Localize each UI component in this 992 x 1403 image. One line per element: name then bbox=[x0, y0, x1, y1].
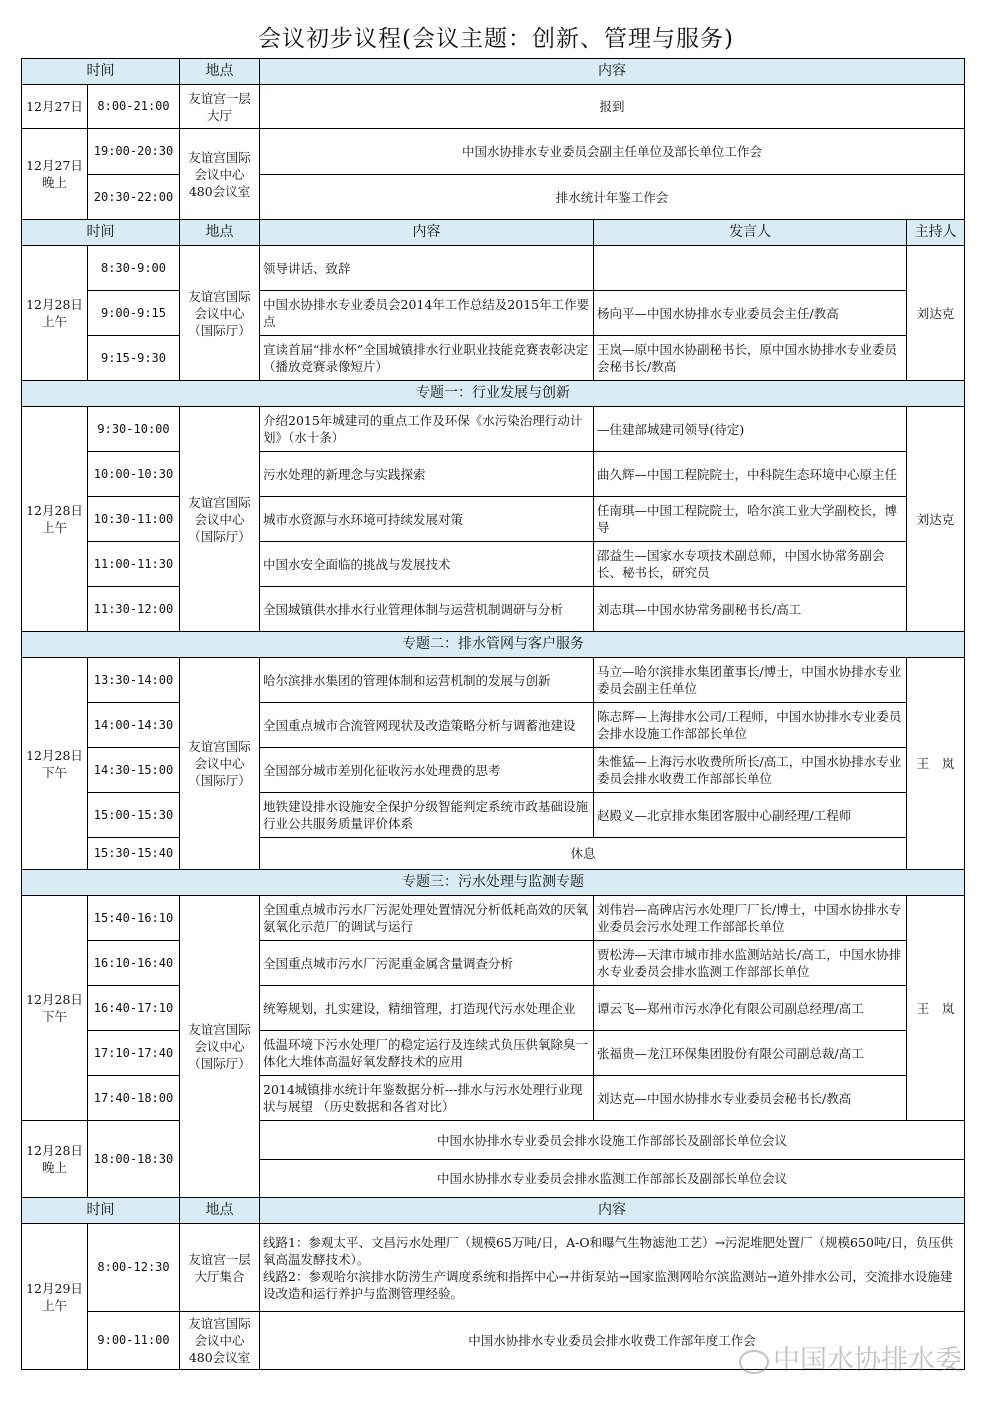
table-row bbox=[22, 896, 965, 941]
time-cell: 10:30-11:00 bbox=[88, 497, 180, 542]
header-place: 地点 bbox=[180, 1198, 260, 1224]
time-cell: 17:40-18:00 bbox=[88, 1076, 180, 1121]
header-speaker: 发言人 bbox=[594, 220, 907, 246]
speaker-cell: 陈志辉—上海排水公司/工程师，中国水协排水专业委员会排水设施工作部部长单位 bbox=[594, 703, 907, 748]
header-place: 地点 bbox=[180, 59, 260, 85]
table-row bbox=[22, 497, 965, 542]
content-cell: 中国水协排水专业委员会排水设施工作部部长及副部长单位会议 bbox=[260, 1121, 965, 1160]
content-cell: 介绍2015年城建司的重点工作及环保《水污染治理行动计划》（水十条） bbox=[260, 407, 594, 452]
time-cell: 20:30-22:00 bbox=[88, 175, 180, 220]
table-row bbox=[22, 1224, 965, 1312]
speaker-cell: 朱惟猛—上海污水收费所所长/高工，中国水协排水专业委员会排水收费工作部部长单位 bbox=[594, 748, 907, 793]
table-row bbox=[22, 336, 965, 381]
host-cell: 刘达克 bbox=[907, 407, 965, 632]
speaker-cell bbox=[594, 246, 907, 291]
date-cell: 12月28日晚上 bbox=[22, 1121, 88, 1198]
watermark-text: 中国水协排水委 bbox=[773, 1345, 962, 1376]
table-row bbox=[22, 246, 965, 291]
table-row bbox=[22, 129, 965, 175]
date-cell: 12月29日上午 bbox=[22, 1224, 88, 1370]
header-content: 内容 bbox=[260, 59, 965, 85]
place-cell: 友谊宫国际会议中心（国际厅） bbox=[180, 246, 260, 381]
page-title: 会议初步议程(会议主题：创新、管理与服务) bbox=[258, 26, 734, 52]
table-row bbox=[22, 658, 965, 703]
table-row bbox=[22, 1076, 965, 1121]
speaker-cell: 马立—哈尔滨排水集团董事长/博士，中国水协排水专业委员会副主任单位 bbox=[594, 658, 907, 703]
time-cell: 8:00-21:00 bbox=[88, 85, 180, 129]
header-content: 内容 bbox=[260, 1198, 965, 1224]
table-row bbox=[22, 407, 965, 452]
date-cell: 12月28日下午 bbox=[22, 658, 88, 870]
speaker-cell: 任南琪—中国工程院院士，哈尔滨工业大学副校长，博导 bbox=[594, 497, 907, 542]
content-cell: 全国城镇供水排水行业管理体制与运营机制调研与分析 bbox=[260, 587, 594, 632]
header-time: 时间 bbox=[22, 220, 180, 246]
time-cell: 9:15-9:30 bbox=[88, 336, 180, 381]
place-cell: 友谊宫国际会议中心480会议室 bbox=[180, 1312, 260, 1370]
speaker-cell: 贾松涛—天津市城市排水监测站站长/高工，中国水协排水专业委员会排水监测工作部部长单位 bbox=[594, 941, 907, 986]
table-row bbox=[22, 838, 965, 870]
date-cell: 12月28日上午 bbox=[22, 407, 88, 632]
place-cell: 友谊宫国际会议中心480会议室 bbox=[180, 129, 260, 220]
host-cell: 王 岚 bbox=[907, 896, 965, 1121]
time-cell: 19:00-20:30 bbox=[88, 129, 180, 175]
content-cell: 中国水协排水专业委员会排水监测工作部部长及副部长单位会议 bbox=[260, 1160, 965, 1198]
table-row bbox=[22, 1031, 965, 1076]
content-cell: 中国水协排水专业委员会排水收费工作部年度工作会 bbox=[260, 1312, 965, 1370]
time-cell: 10:00-10:30 bbox=[88, 452, 180, 497]
content-cell: 全国重点城市污水厂污泥重金属含量调查分析 bbox=[260, 941, 594, 986]
wechat-icon bbox=[739, 1350, 769, 1374]
time-cell: 14:30-15:00 bbox=[88, 748, 180, 793]
break-cell: 休息 bbox=[260, 838, 907, 870]
content-cell: 哈尔滨排水集团的管理体制和运营机制的发展与创新 bbox=[260, 658, 594, 703]
speaker-cell: 曲久辉—中国工程院院士，中科院生态环境中心原主任 bbox=[594, 452, 907, 497]
route-1: 线路1：参观太平、文昌污水处理厂（规模65万吨/日，A-O和曝气生物滤池工艺）→污泥堆肥处置厂（规模650吨/日，负压供氧高温发酵技术）。 bbox=[263, 1234, 954, 1267]
content-cell: 排水统计年鉴工作会 bbox=[260, 175, 965, 220]
route-2: 线路2：参观哈尔滨排水防涝生产调度系统和指挥中心→井街泵站→国家监测网哈尔滨监测站→道外排水公司，交流排水设施建设改造和运行养护与监测管理经验。 bbox=[263, 1268, 953, 1301]
date-cell: 12月27日晚上 bbox=[22, 129, 88, 220]
watermark bbox=[739, 1338, 962, 1377]
content-cell: 2014城镇排水统计年鉴数据分析---排水与污水处理行业现状与展望 （历史数据和各省对比） bbox=[260, 1076, 594, 1121]
speaker-cell: 邵益生—国家水专项技术副总师，中国水协常务副会长、秘书长，研究员 bbox=[594, 542, 907, 587]
time-cell: 16:10-16:40 bbox=[88, 941, 180, 986]
speaker-cell: 赵殿义—北京排水集团客服中心副经理/工程师 bbox=[594, 793, 907, 838]
header-host: 主持人 bbox=[907, 220, 965, 246]
host-cell: 王 岚 bbox=[907, 658, 965, 870]
table-row bbox=[22, 542, 965, 587]
speaker-cell: 张福贵—龙江环保集团股份有限公司副总裁/高工 bbox=[594, 1031, 907, 1076]
table-row bbox=[22, 703, 965, 748]
time-cell: 9:00-11:00 bbox=[88, 1312, 180, 1370]
time-cell: 11:30-12:00 bbox=[88, 587, 180, 632]
header-time: 时间 bbox=[22, 1198, 180, 1224]
section-title: 专题二：排水管网与客户服务 bbox=[22, 632, 965, 658]
date-cell: 12月27日 bbox=[22, 85, 88, 129]
table-row bbox=[22, 85, 965, 129]
speaker-cell: 刘伟岩—高碑店污水处理厂厂长/博士，中国水协排水专业委员会污水处理工作部部长单位 bbox=[594, 896, 907, 941]
speaker-cell: —住建部城建司领导(待定) bbox=[594, 407, 907, 452]
content-cell: 全国重点城市合流管网现状及改造策略分析与调蓄池建设 bbox=[260, 703, 594, 748]
content-cell: 全国重点城市污水厂污泥处理处置情况分析低耗高效的厌氧氨氧化示范厂的调试与运行 bbox=[260, 896, 594, 941]
host-cell: 刘达克 bbox=[907, 246, 965, 381]
header-content: 内容 bbox=[260, 220, 594, 246]
header-row bbox=[22, 220, 965, 246]
time-cell: 13:30-14:00 bbox=[88, 658, 180, 703]
time-cell: 14:00-14:30 bbox=[88, 703, 180, 748]
content-cell: 中国水安全面临的挑战与发展技术 bbox=[260, 542, 594, 587]
content-cell: 中国水协排水专业委员会2014年工作总结及2015年工作要点 bbox=[260, 291, 594, 336]
content-cell: 地铁建设排水设施安全保护分级智能判定系统市政基础设施行业公共服务质量评价体系 bbox=[260, 793, 594, 838]
speaker-cell: 谭云飞—郑州市污水净化有限公司副总经理/高工 bbox=[594, 986, 907, 1031]
place-cell: 友谊宫国际会议中心（国际厅） bbox=[180, 407, 260, 632]
header-row bbox=[22, 1198, 965, 1224]
table-row bbox=[22, 986, 965, 1031]
time-cell: 9:30-10:00 bbox=[88, 407, 180, 452]
table-row bbox=[22, 587, 965, 632]
section-title: 专题三：污水处理与监测专题 bbox=[22, 870, 965, 896]
content-cell: 城市水资源与水环境可持续发展对策 bbox=[260, 497, 594, 542]
table-row bbox=[22, 793, 965, 838]
date-cell: 12月28日下午 bbox=[22, 896, 88, 1121]
content-cell: 中国水协排水专业委员会副主任单位及部长单位工作会 bbox=[260, 129, 965, 175]
section-row bbox=[22, 381, 965, 407]
content-cell: 领导讲话、致辞 bbox=[260, 246, 594, 291]
table-row bbox=[22, 748, 965, 793]
speaker-cell: 杨向平—中国水协排水专业委员会主任/教高 bbox=[594, 291, 907, 336]
table-row bbox=[22, 452, 965, 497]
section-row bbox=[22, 632, 965, 658]
speaker-cell: 王岚—原中国水协副秘书长，原中国水协排水专业委员会秘书长/教高 bbox=[594, 336, 907, 381]
place-cell: 友谊宫一层大厅集合 bbox=[180, 1224, 260, 1312]
section-row bbox=[22, 870, 965, 896]
table-row bbox=[22, 175, 965, 220]
date-cell: 12月28日上午 bbox=[22, 246, 88, 381]
header-row bbox=[22, 59, 965, 85]
content-cell: 全国部分城市差别化征收污水处理费的思考 bbox=[260, 748, 594, 793]
place-cell: 友谊宫一层大厅 bbox=[180, 85, 260, 129]
content-cell: 报到 bbox=[260, 85, 965, 129]
time-cell: 17:10-17:40 bbox=[88, 1031, 180, 1076]
content-cell: 低温环境下污水处理厂的稳定运行及连续式负压供氧除臭一体化大堆体高温好氧发酵技术的应用 bbox=[260, 1031, 594, 1076]
content-cell: 统筹规划，扎实建设，精细管理，打造现代污水处理企业 bbox=[260, 986, 594, 1031]
speaker-cell: 刘志琪—中国水协常务副秘书长/高工 bbox=[594, 587, 907, 632]
time-cell: 8:00-12:30 bbox=[88, 1224, 180, 1312]
time-cell: 15:00-15:30 bbox=[88, 793, 180, 838]
content-cell: 宣读首届“排水杯”全国城镇排水行业职业技能竞赛表彰决定（播放竞赛录像短片） bbox=[260, 336, 594, 381]
place-cell: 友谊宫国际会议中心（国际厅） bbox=[180, 658, 260, 870]
time-cell: 15:40-16:10 bbox=[88, 896, 180, 941]
section-title: 专题一：行业发展与创新 bbox=[22, 381, 965, 407]
time-cell: 9:00-9:15 bbox=[88, 291, 180, 336]
time-cell: 15:30-15:40 bbox=[88, 838, 180, 870]
time-cell: 16:40-17:10 bbox=[88, 986, 180, 1031]
table-row bbox=[22, 1121, 965, 1160]
agenda-table bbox=[21, 58, 965, 1370]
header-place: 地点 bbox=[180, 220, 260, 246]
time-cell: 18:00-18:30 bbox=[88, 1121, 180, 1198]
place-cell: 友谊宫国际会议中心（国际厅） bbox=[180, 896, 260, 1198]
header-time: 时间 bbox=[22, 59, 180, 85]
table-row bbox=[22, 941, 965, 986]
table-row bbox=[22, 291, 965, 336]
speaker-cell: 刘达克—中国水协排水专业委员会秘书长/教高 bbox=[594, 1076, 907, 1121]
content-cell: 污水处理的新理念与实践探索 bbox=[260, 452, 594, 497]
time-cell: 11:00-11:30 bbox=[88, 542, 180, 587]
time-cell: 8:30-9:00 bbox=[88, 246, 180, 291]
content-cell bbox=[260, 1224, 965, 1312]
